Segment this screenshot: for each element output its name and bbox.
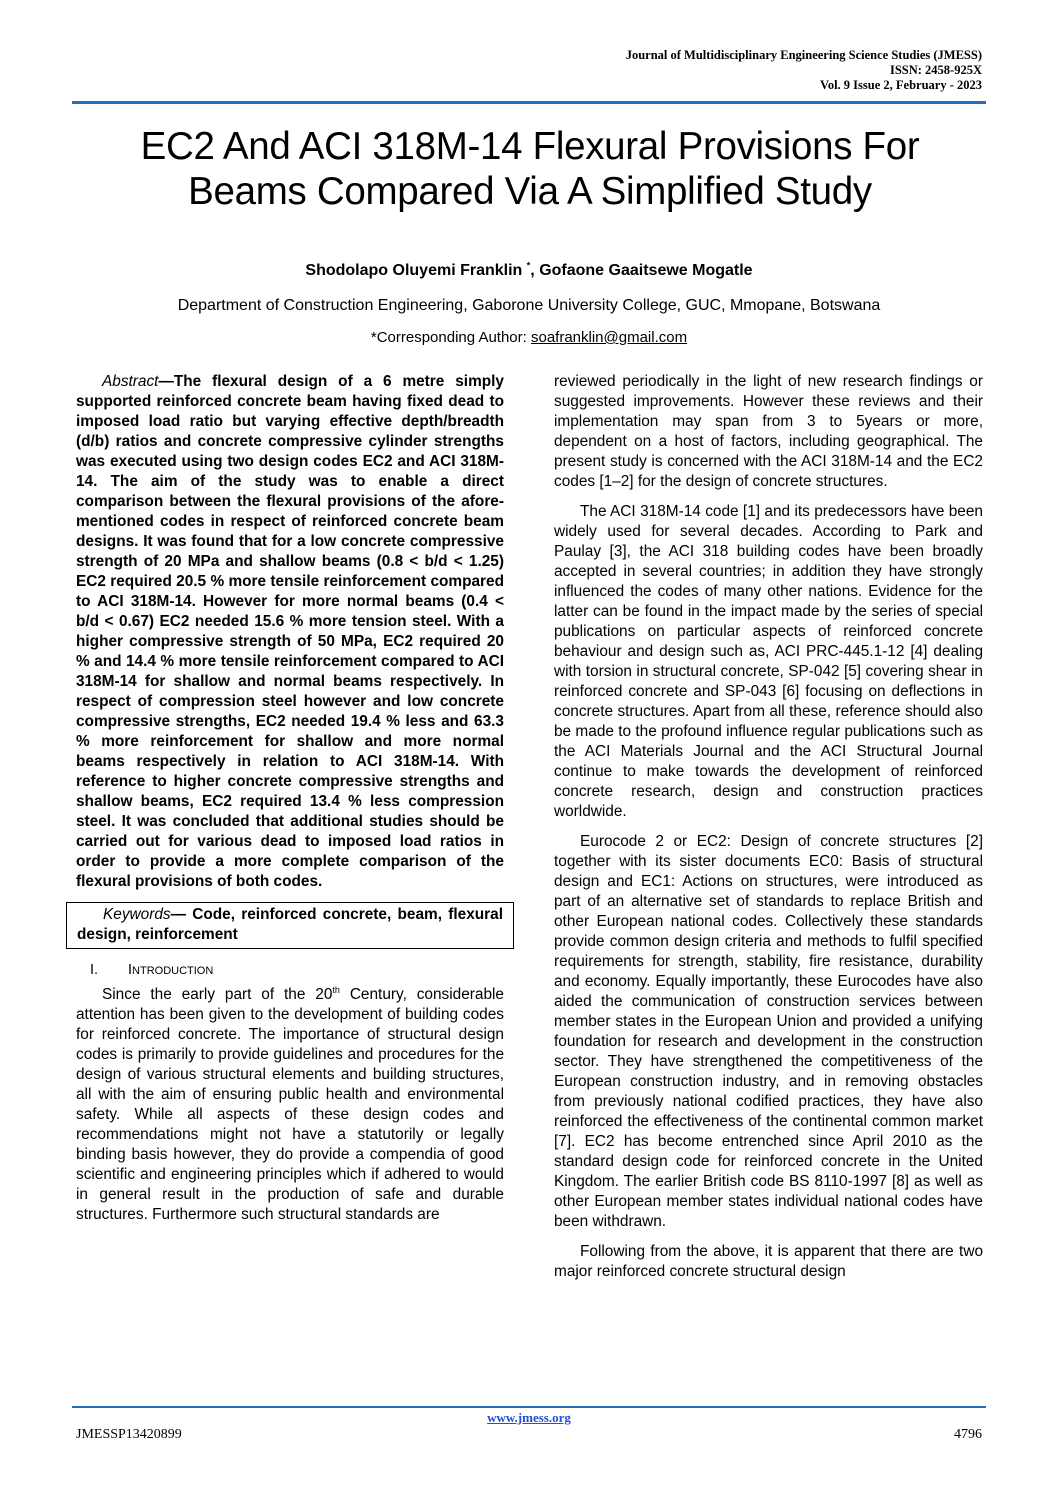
section-number: I.: [90, 962, 99, 978]
right-column: [554, 372, 983, 1292]
right-paragraph-aci: The ACI 318M-14 code [1] and its predecessors have been widely used for several decades. According to Park and Paulay [3], the ACI 318 building codes have been broadly accepted in several countries; in addition they have strongly influenced the codes of many other nations. Evidence for the latter can be found in the impact made by the series of special publications on particular aspects of reinforced concrete behaviour and design such as, ACI PRC-445.1-12 [4] dealing with torsion in structural concrete, SP-042 [5] covering shear in reinforced concrete and SP-043 [6] focusing on deflections in concrete structures. Apart from all these, reference should also be made to the profound influence regular publications such as the ACI Materials Journal and the ACI Structural Journal continue to make towards the development of reinforced concrete research, design and construction practices worldwide.: [554, 503, 983, 820]
right-paragraph-continued: reviewed periodically in the light of new research findings or suggested improvements. However these reviews and their implementation may span from 3 to 5years or more, dependent on a host of factors, including geographical. The present study is concerned with the ACI 318M-14 and the EC2 codes [1–2] for the design of concrete structures.: [554, 373, 983, 490]
journal-issn: ISSN: 2458-925X: [889, 63, 982, 77]
keywords-box: [66, 902, 514, 949]
journal-volume: Vol. 9 Issue 2, February - 2023: [819, 78, 982, 92]
journal-website-link[interactable]: www.jmess.org: [487, 1410, 571, 1425]
corresponding-label: *Corresponding Author:: [370, 329, 531, 346]
affiliation: Department of Construction Engineering, Gaborone University College, GUC, Mmopane, Botswana: [177, 297, 881, 314]
footer-rule: [72, 1406, 986, 1408]
paper-id: JMESSP13420899: [76, 1427, 182, 1442]
intro-p1-text-a: Since the early part of the 20: [102, 986, 333, 1003]
section-title-rest: NTRODUCTION: [132, 965, 214, 977]
intro-paragraph-1: [76, 985, 504, 1225]
intro-p1-text-b: Century, considerable attention has been given to the development of building codes for reinforced concrete. The importance of structural design codes is primarily to provide guidelines and procedures for the design of various structural elements and building structures, all with the aim of ensuring public health and environmental safety. While all aspects of these design codes and recommendations might not have a statutorily or legally binding basis however, they do provide a compendia of good scientific and engineering principles which if adhered to would in general result in the production of safe and durable structures. Furthermore such structural standards are: [76, 986, 504, 1223]
page-number: 4796: [954, 1427, 982, 1442]
footer-url: [0, 1410, 1058, 1426]
abstract-text: —The flexural design of a 6 metre simply supported reinforced concrete beam having fixed dead to imposed load ratio but varying effective depth/breadth (d/b) ratios and concrete compressive cylinder strengths was executed using two design codes EC2 and ACI 318M-14. The aim of the study was to enable a direct comparison between the flexural provisions of the afore-mentioned codes in respect of reinforced concrete beam designs. It was found that for a low concrete compressive strength of 20 MPa and shallow beams (0.8 < b/d < 1.25) EC2 required 20.5 % more tensile reinforcement compared to ACI 318M-14. However for more normal beams (0.4 < b/d < 0.67) EC2 needed 15.6 % more tension steel. With a higher compressive strength of 50 MPa, EC2 required 20 % and 14.4 % more tensile reinforcement compared to ACI 318M-14 for shallow and normal beams respectively. In respect of compression steel however and low concrete compressive strengths, EC2 needed 19.4 % less and 63.3 % more reinforcement for shallow and more normal beams respectively in relation to ACI 318M-14. With reference to higher concrete compressive strengths and shallow beams, EC2 required 13.4 % less compression steel. It was concluded that additional studies should be carried out for various dead to imposed load ratios in order to provide a more complete comparison of the flexural provisions of both codes.: [76, 373, 504, 890]
authors: [0, 262, 1058, 280]
right-paragraph-following: Following from the above, it is apparent that there are two major reinforced concrete structural design: [554, 1243, 983, 1280]
author-1: Shodolapo Oluyemi Franklin: [305, 262, 523, 279]
journal-name: Journal of Multidisciplinary Engineering Science Studies (JMESS): [625, 48, 982, 62]
title-line-2: Beams Compared Via A Simplified Study: [188, 170, 872, 213]
intro-p1-sup: th: [332, 984, 340, 995]
corresponding-email-link[interactable]: soafranklin@gmail.com: [530, 329, 688, 346]
journal-header: [626, 48, 982, 93]
author-2: , Gofaone Gaaitsewe Mogatle: [530, 262, 753, 279]
abstract-label: Abstract: [102, 373, 159, 390]
abstract: [76, 372, 504, 892]
keywords-label: Keywords: [103, 906, 171, 923]
corresponding-author: [0, 329, 1058, 346]
header-rule: [72, 101, 986, 104]
title-line-1: EC2 And ACI 318M-14 Flexural Provisions For: [140, 125, 920, 168]
corresponding-mark: *: [526, 260, 531, 271]
section-heading-introduction: [76, 960, 504, 981]
left-column: [76, 372, 504, 1235]
section-title-initial: I: [128, 962, 133, 978]
paper-title: [60, 124, 1000, 214]
right-paragraph-eurocode: Eurocode 2 or EC2: Design of concrete structures [2] together with its sister documents EC0: Basis of structural design and EC1: Actions on structures, were introduced as part of an alternative set of standards to replace British and other European national codes. Collectively these standards provide common design criteria and methods to fulfil specified requirements for strength, stability, fire resistance, durability and economy. Equally importantly, these Eurocodes have also aided the communication of construction services between member states in the European Union and provided a unifying foundation for research and development in the construction sector. They have strengthened the competitiveness of the European construction industry, and in removing obstacles from previously national codified practices, they have also reinforced the effectiveness of the continental common market [7]. EC2 has become entrenched since April 2010 as the standard design code for reinforced concrete in the United Kingdom. The earlier British code BS 8110-1997 [8] as well as other European member states individual national codes have been withdrawn.: [554, 833, 983, 1230]
keywords-text: — Code, reinforced concrete, beam, flexural design, reinforcement: [77, 906, 503, 943]
